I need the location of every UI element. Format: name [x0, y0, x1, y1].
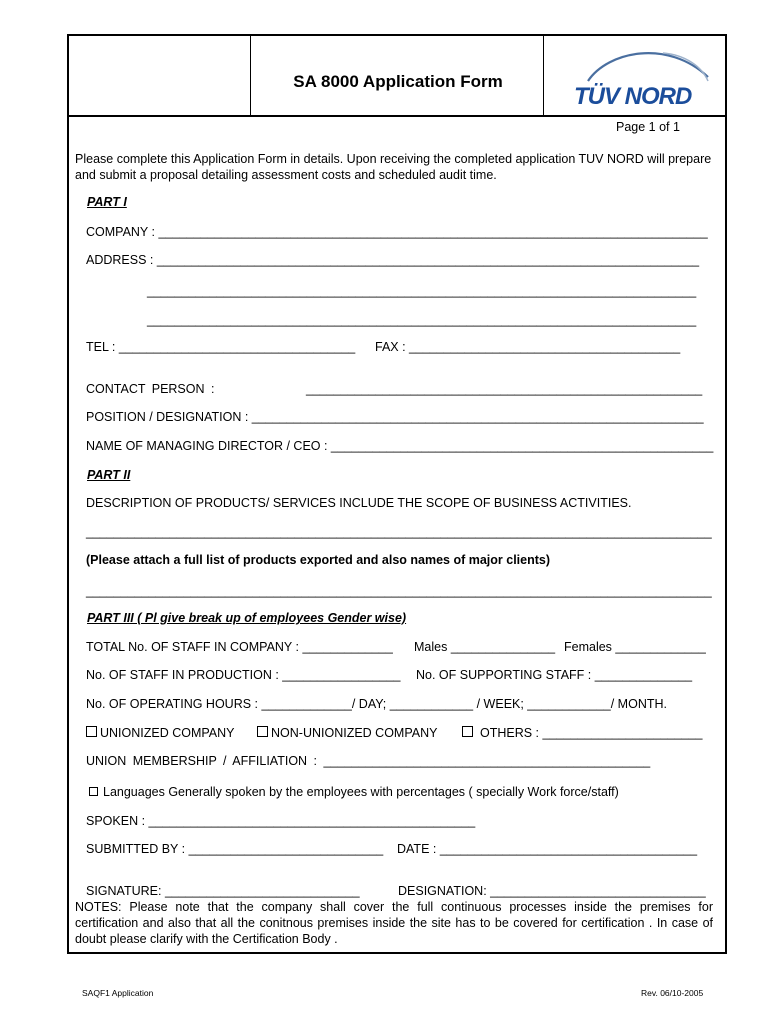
- languages-label: Languages Generally spoken by the employees with percentages ( specially Work force/staff): [103, 785, 619, 799]
- fax-field[interactable]: FAX : _______________________________________: [375, 340, 681, 354]
- unionized-option[interactable]: [86, 726, 235, 740]
- address-line-3[interactable]: _______________________________________________________________________________: [147, 313, 697, 327]
- supporting-staff-field[interactable]: No. OF SUPPORTING STAFF : ______________: [416, 668, 693, 682]
- svg-text:TÜV NORD: TÜV NORD: [574, 83, 692, 110]
- description-label: DESCRIPTION OF PRODUCTS/ SERVICES INCLUDE THE SCOPE OF BUSINESS ACTIVITIES.: [86, 496, 632, 510]
- footer-form-code: SAQF1 Application: [82, 988, 154, 998]
- males-field[interactable]: Males _______________: [414, 640, 556, 654]
- submitted-by-field[interactable]: SUBMITTED BY : ____________________________: [86, 842, 384, 856]
- females-field[interactable]: Females _____________: [564, 640, 706, 654]
- others-checkbox[interactable]: [462, 726, 473, 737]
- director-field[interactable]: NAME OF MANAGING DIRECTOR / CEO : _______________________________________________________: [86, 439, 714, 453]
- part-1-heading: PART I: [87, 195, 127, 209]
- production-staff-field[interactable]: No. OF STAFF IN PRODUCTION : _________________: [86, 668, 401, 682]
- header-bottom-rule: [67, 115, 727, 117]
- form-title: SA 8000 Application Form: [293, 72, 503, 91]
- signature-field[interactable]: SIGNATURE: ____________________________: [86, 884, 360, 898]
- company-field[interactable]: COMPANY : _______________________________________________________________________________: [86, 225, 708, 239]
- intro-paragraph: Please complete this Application Form in details. Upon receiving the completed application TUV NORD will prepare and submit a proposal detailing assessment costs and scheduled audit time.: [75, 152, 712, 182]
- contact-person-label: CONTACT PERSON :: [86, 382, 215, 396]
- description-line[interactable]: __________________________________________________________________________________________: [86, 525, 712, 539]
- address-line-2[interactable]: _______________________________________________________________________________: [147, 284, 697, 298]
- others-field[interactable]: OTHERS : _______________________: [480, 726, 703, 740]
- header-divider-right: [543, 34, 544, 116]
- notes-paragraph: NOTES: Please note that the company shall cover the full continuous processes inside the premises for certification and also that all the conitnous premises inside the site has to be covered for certification . In case of doubt please clarify with the Certification Body .: [75, 900, 713, 946]
- designation-field[interactable]: DESIGNATION: _______________________________: [398, 884, 706, 898]
- non-unionized-checkbox[interactable]: [257, 726, 268, 737]
- others-option[interactable]: [462, 726, 702, 740]
- date-field[interactable]: DATE : _____________________________________: [397, 842, 698, 856]
- tuv-nord-logo: [568, 45, 718, 113]
- header-divider-left: [250, 34, 251, 116]
- footer-revision: Rev. 06/10-2005: [641, 988, 704, 998]
- unionized-label: UNIONIZED COMPANY: [100, 726, 235, 740]
- languages-checkbox[interactable]: [89, 787, 98, 796]
- description-line-2[interactable]: __________________________________________________________________________________________: [86, 584, 712, 598]
- page-number: Page 1 of 1: [616, 120, 680, 134]
- position-field[interactable]: POSITION / DESIGNATION : _________________________________________________________________: [86, 410, 704, 424]
- total-staff-field[interactable]: TOTAL No. OF STAFF IN COMPANY : _____________: [86, 640, 393, 654]
- attach-note: (Please attach a full list of products exported and also names of major clients): [86, 553, 551, 567]
- languages-option[interactable]: [89, 785, 619, 799]
- tel-field[interactable]: TEL : __________________________________: [86, 340, 356, 354]
- contact-person-field[interactable]: _________________________________________________________: [306, 382, 703, 396]
- operating-hours-field[interactable]: No. OF OPERATING HOURS : _____________/ DAY; ____________ / WEEK; ____________/ MONTH.: [86, 697, 667, 711]
- non-unionized-option[interactable]: [257, 726, 437, 740]
- unionized-checkbox[interactable]: [86, 726, 97, 737]
- union-membership-field[interactable]: UNION MEMBERSHIP / AFFILIATION : _______________________________________________: [86, 754, 651, 768]
- spoken-field[interactable]: SPOKEN : _______________________________________________: [86, 814, 476, 828]
- part-2-heading: PART II: [87, 468, 131, 482]
- address-field[interactable]: ADDRESS : ______________________________________________________________________________: [86, 253, 700, 267]
- non-unionized-label: NON-UNIONIZED COMPANY: [271, 726, 438, 740]
- part-3-heading: PART III ( Pl give break up of employees Gender wise): [87, 611, 407, 625]
